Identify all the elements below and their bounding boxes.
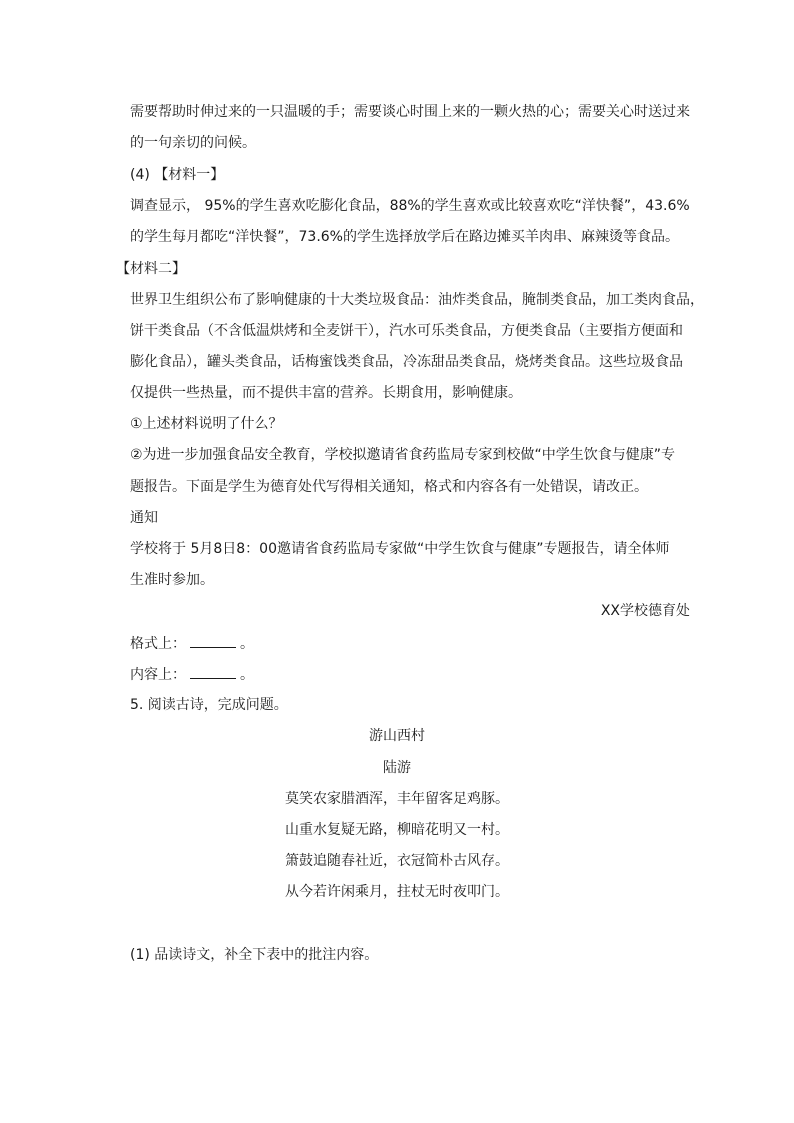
format-answer-row [130,633,254,653]
material-2-heading: 【材料二】 [116,261,186,277]
notice-signature: XX学校德育处 [600,603,690,619]
poem-line: 莫笑农家腊酒浑，丰年留客足鸡豚。 [285,791,509,807]
question-4-1: ①上述材料说明了什么？ [130,416,283,432]
material-2-line: 仅提供一些热量，而不提供丰富的营养。长期食用，影响健康。 [130,385,522,401]
question-4-2-line: 题报告。下面是学生为德育处代写得相关通知，格式和内容各有一处错误，请改正。 [130,479,648,495]
poem-author: 陆游 [383,760,411,776]
material-2-line: 膨化食品），罐头类食品，话梅蜜饯类食品，冷冻甜品类食品，烧烤类食品。这些垃圾食品 [130,354,683,370]
format-answer-blank[interactable] [190,633,236,648]
content-label: 内容上： [130,667,186,683]
notice-body-line: 生准时参加。 [130,572,214,588]
material-1-line: 的学生每月都吃“洋快餐”，73.6%的学生选择放学后在路边摊买羊肉串、麻辣烫等食品。 [130,229,679,245]
material-2-line: 饼干类食品（不含低温烘烤和全麦饼干），汽水可乐类食品，方便类食品（主要指方便面和 [130,323,683,339]
question-5-1: (1) 品读诗文，补全下表中的批注内容。 [130,947,379,963]
blank-suffix: 。 [240,636,254,652]
notice-title: 通知 [130,510,158,526]
poem-title: 游山西村 [369,728,425,744]
notice-body-line: 学校将于 5月8日8：00邀请省食药监局专家做“中学生饮食与健康”专题报告，请全体师 [130,541,670,557]
paragraph-line: 的一句亲切的问候。 [130,135,256,151]
question-5-heading: 5. 阅读古诗，完成问题。 [130,697,288,713]
poem-line: 山重水复疑无路，柳暗花明又一村。 [285,822,509,838]
blank-suffix: 。 [240,667,254,683]
paragraph-line: 需要帮助时伸过来的一只温暖的手；需要谈心时围上来的一颗火热的心；需要关心时送过来 [130,104,690,120]
content-answer-blank[interactable] [190,664,236,679]
material-1-line: 调查显示， 95%的学生喜欢吃膨化食品，88%的学生喜欢或比较喜欢吃“洋快餐”，43.6% [130,198,690,214]
poem-line: 从今若许闲乘月，拄杖无时夜叩门。 [285,884,509,900]
question-4-heading: (4) 【材料一】 [130,167,225,183]
format-label: 格式上： [130,636,186,652]
poem-line: 箫鼓追随春社近，衣冠简朴古风存。 [285,853,509,869]
material-2-line: 世界卫生组织公布了影响健康的十大类垃圾食品：油炸类食品，腌制类食品，加工类肉食品， [130,292,704,308]
question-4-2-line: ②为进一步加强食品安全教育，学校拟邀请省食药监局专家到校做“中学生饮食与健康”专 [130,447,676,463]
content-answer-row [130,664,254,684]
